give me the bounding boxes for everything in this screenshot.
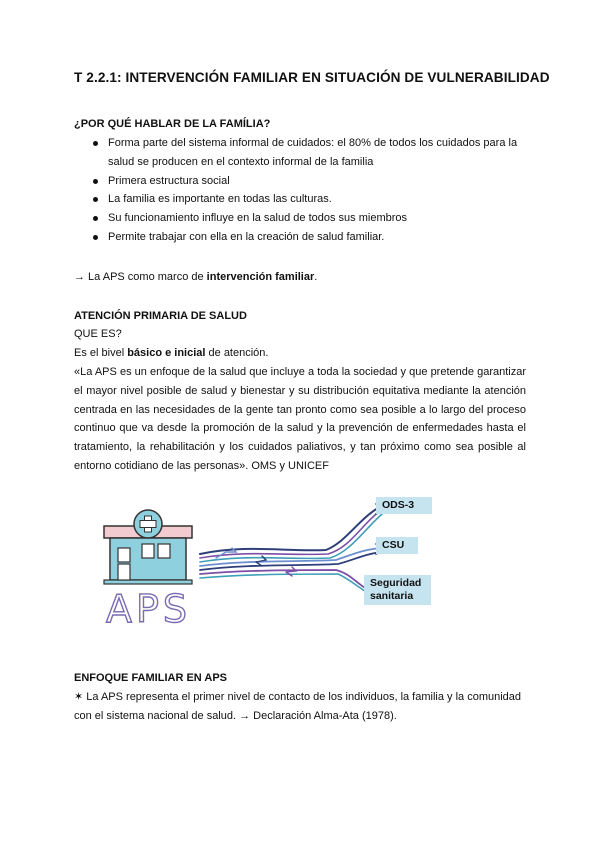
section-heading-familia: ¿POR QUÉ HABLAR DE LA FAMÍLIA? — [74, 118, 271, 130]
output-box-csu: CSU — [376, 537, 418, 554]
bullet-list — [74, 134, 526, 247]
bullet-icon — [93, 235, 98, 240]
health-center-icon — [104, 510, 192, 584]
output-box-ods3: ODS-3 — [376, 497, 432, 514]
aps-diagram — [96, 492, 456, 642]
output-box-seguridad: Seguridad sanitaria — [364, 575, 431, 605]
aps-conclusion: → La APS como marco de intervención familiar. — [74, 271, 318, 283]
enfoque-text: ✶ La APS representa el primer nivel de contacto de los individuos, la familia y la comunidad con el sistema nacional de salud. → Declaración Alma-Ata (1978). — [74, 691, 522, 722]
question-text: QUE ES? — [74, 328, 122, 340]
list-item: Permite trabajar con ella en la creación de salud familiar. — [74, 228, 526, 247]
braided-arrows-icon — [200, 504, 384, 604]
aps-handwritten-label: APS — [106, 587, 192, 631]
bullet-icon — [93, 197, 98, 202]
bullet-icon — [93, 141, 98, 146]
bullet-icon — [93, 216, 98, 221]
list-item: Primera estructura social — [74, 172, 526, 191]
bullet-icon — [93, 179, 98, 184]
level-text: Es el bivel básico e inicial de atención. — [74, 347, 269, 359]
list-item: La familia es importante en todas las culturas. — [74, 190, 526, 209]
section-heading-aps: ATENCIÓN PRIMARIA DE SALUD — [74, 310, 247, 322]
page-title: T 2.2.1: INTERVENCIÓN FAMILIAR EN SITUACIÓN DE VULNERABILIDAD — [74, 70, 550, 85]
aps-definition-quote: «La APS es un enfoque de la salud que incluye a toda la sociedad y que pretende garantizar el mayor nivel posible de salud y bienestar y su distribución equitativa mediante la atención centrada en las necesidades de la gente tan pronto como sea posible a lo largo del proceso continuo que va desde la promoción de la salud y la prevención de enfermedades hasta el tratamiento, la rehabilitación y los cuidados paliativos, y tan próximo como sea posible al entorno cotidiano de las personas». OMS y UNICEF — [74, 366, 526, 472]
list-item: Forma parte del sistema informal de cuidados: el 80% de todos los cuidados para la salud se producen en el contexto informal de la familia — [74, 134, 526, 172]
list-item: Su funcionamiento influye en la salud de todos sus miembros — [74, 209, 526, 228]
section-heading-enfoque: ENFOQUE FAMILIAR EN APS — [74, 672, 227, 684]
